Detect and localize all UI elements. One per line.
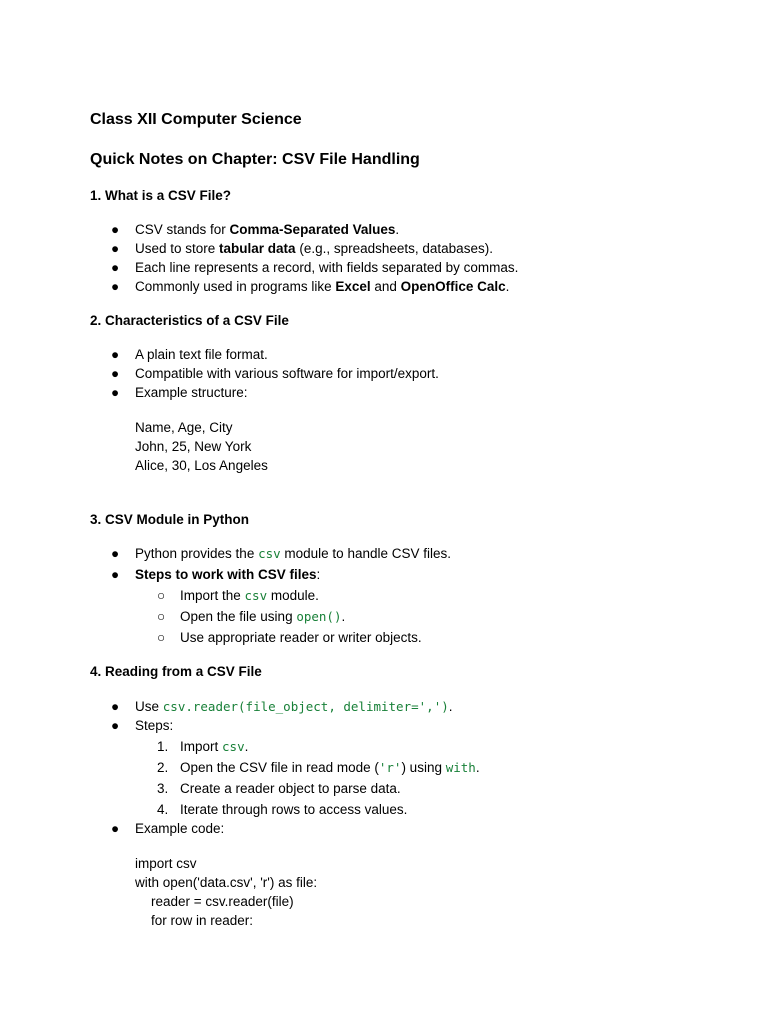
example-line: Alice, 30, Los Angeles <box>135 458 268 473</box>
bullet-icon: ● <box>111 241 120 256</box>
list-item: ● Each line represents a record, with fields separated by commas. <box>111 260 519 275</box>
numbered-step: 1. Import csv. <box>157 739 249 754</box>
bullet-icon: ● <box>111 718 120 733</box>
bullet-icon: ● <box>111 366 120 381</box>
step-number: 3. <box>157 781 169 796</box>
circle-bullet-icon: ○ <box>157 630 166 645</box>
section-4-list <box>90 698 730 838</box>
document-title: Class XII Computer Science <box>90 111 302 128</box>
section-2-list <box>90 346 730 402</box>
list-item: ● A plain text file format. <box>111 347 268 362</box>
code-line: for row in reader: <box>151 913 254 928</box>
list-item: ● Example structure: <box>111 385 248 400</box>
bullet-icon: ● <box>111 279 120 294</box>
csv-example-block <box>90 418 730 475</box>
sub-list-item: ○ Import the csv module. <box>157 588 319 603</box>
circle-bullet-icon: ○ <box>157 609 166 624</box>
section-3-list <box>90 545 730 647</box>
list-item: ● Use csv.reader(file_object, delimiter=','). <box>111 699 453 714</box>
list-item: ● Used to store tabular data (e.g., spreadsheets, databases). <box>111 241 493 256</box>
step-number: 2. <box>157 760 169 775</box>
bullet-icon: ● <box>111 222 120 237</box>
sub-list-item: ○ Use appropriate reader or writer objects. <box>157 630 422 645</box>
bullet-icon: ● <box>111 347 120 362</box>
example-line: Name, Age, City <box>135 420 233 435</box>
list-item: ● Steps to work with CSV files: <box>111 567 321 582</box>
document-page <box>90 110 730 930</box>
list-item: ● Steps: <box>111 718 174 733</box>
section-1-list <box>90 221 730 296</box>
section-3-heading: 3. CSV Module in Python <box>90 512 250 527</box>
circle-bullet-icon: ○ <box>157 588 166 603</box>
list-item: ● Commonly used in programs like Excel and OpenOffice Calc. <box>111 279 510 294</box>
numbered-step: 4. Iterate through rows to access values. <box>157 802 408 817</box>
sub-list-item: ○ Open the file using open(). <box>157 609 346 624</box>
list-item: ● Compatible with various software for import/export. <box>111 366 439 381</box>
section-4-heading: 4. Reading from a CSV File <box>90 664 262 679</box>
section-2-heading: 2. Characteristics of a CSV File <box>90 313 289 328</box>
bullet-icon: ● <box>111 546 120 561</box>
list-item: ● Example code: <box>111 821 225 836</box>
code-line: with open('data.csv', 'r') as file: <box>135 875 318 890</box>
bullet-icon: ● <box>111 567 120 582</box>
step-number: 4. <box>157 802 169 817</box>
code-line: import csv <box>135 856 197 871</box>
example-line: John, 25, New York <box>135 439 252 454</box>
bullet-icon: ● <box>111 821 120 836</box>
bullet-icon: ● <box>111 260 120 275</box>
list-item: ● Python provides the csv module to handle CSV files. <box>111 546 452 561</box>
code-example-block <box>90 854 730 930</box>
section-1-heading: 1. What is a CSV File? <box>90 188 232 203</box>
bullet-icon: ● <box>111 385 120 400</box>
code-line: reader = csv.reader(file) <box>151 894 294 909</box>
step-number: 1. <box>157 739 169 754</box>
list-item: ● CSV stands for Comma-Separated Values. <box>111 222 400 237</box>
document-subtitle: Quick Notes on Chapter: CSV File Handling <box>90 151 420 168</box>
numbered-step: 3. Create a reader object to parse data. <box>157 781 401 796</box>
bullet-icon: ● <box>111 699 120 714</box>
numbered-step: 2. Open the CSV file in read mode ('r') using with. <box>157 760 480 775</box>
